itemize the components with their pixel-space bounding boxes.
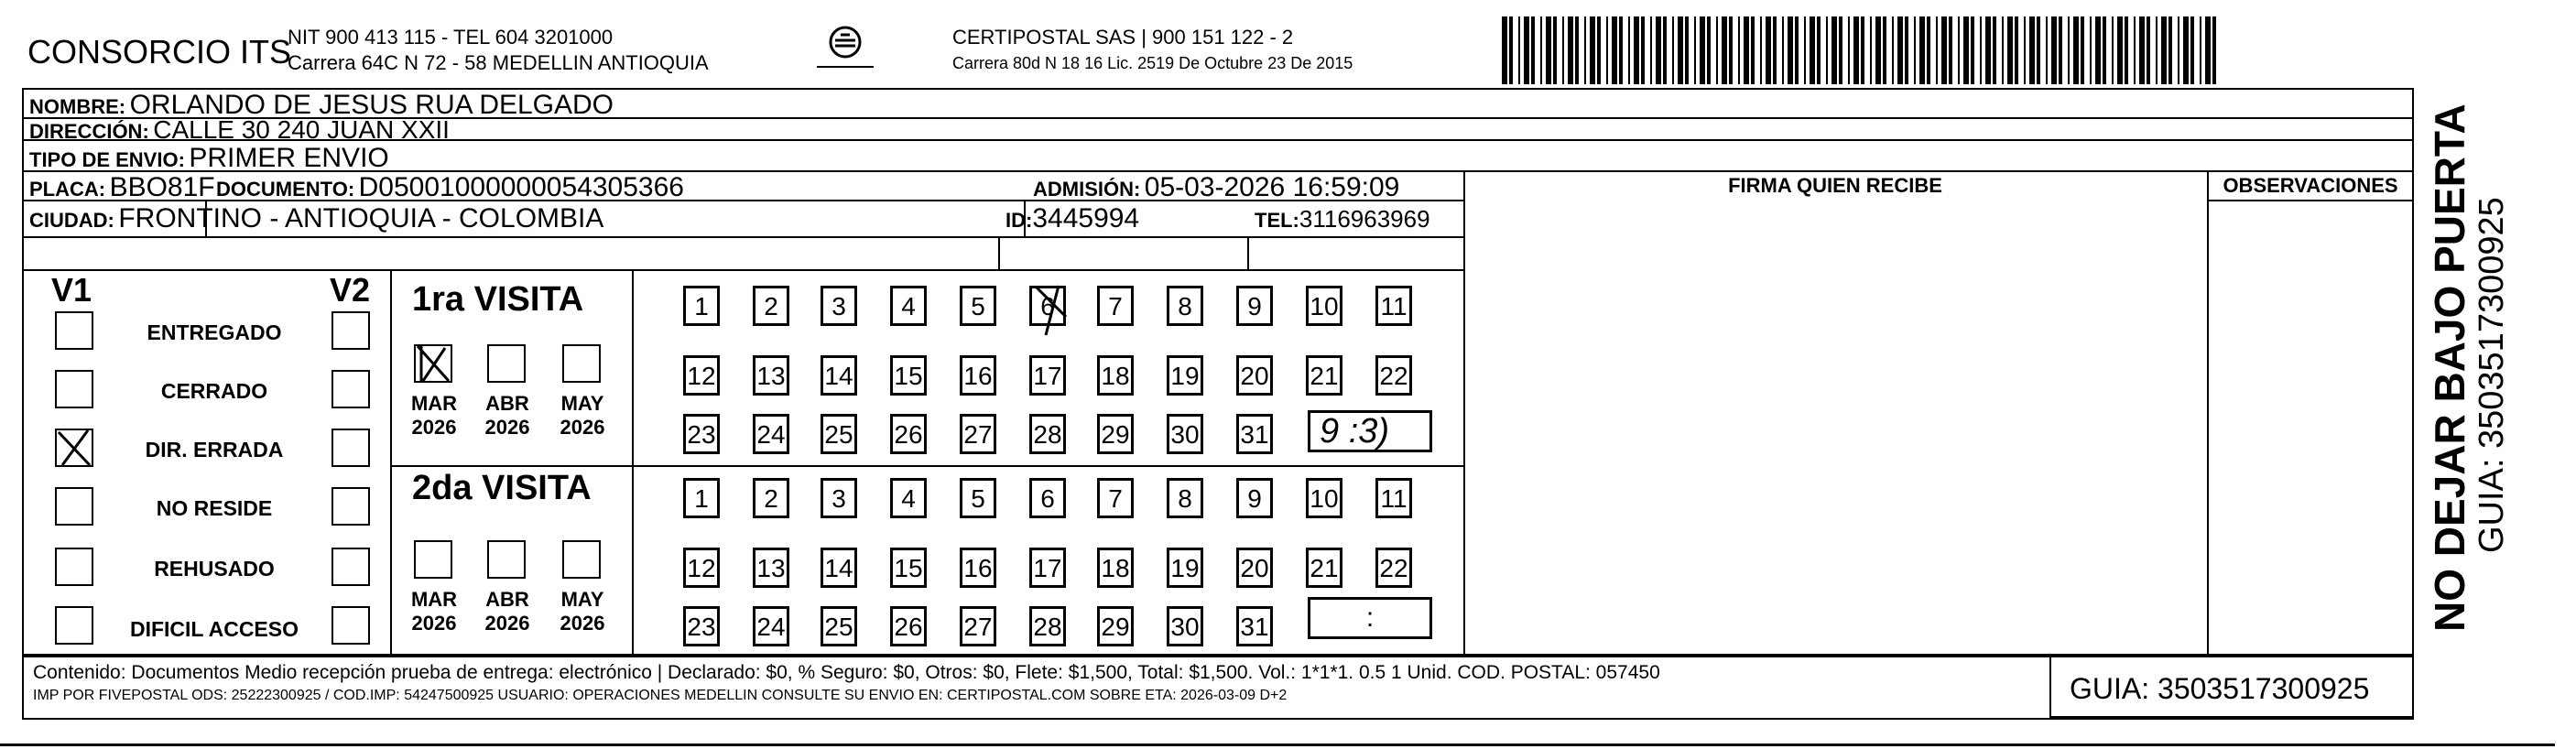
visit1-day-30[interactable]: 30	[1167, 414, 1203, 454]
visit2-month-mar: MAR 2026	[410, 588, 458, 635]
visit1-day-28[interactable]: 28	[1029, 414, 1066, 454]
company-nit: NIT 900 413 115 - TEL 604 3201000	[288, 26, 614, 49]
visit2-month-may-checkbox[interactable]	[562, 540, 601, 579]
admision-value: 05-03-2026 16:59:09	[1144, 172, 1400, 202]
v2-checkbox-entregado[interactable]	[332, 311, 370, 350]
visit1-day-19[interactable]: 19	[1167, 355, 1203, 396]
placa-label: PLACA:	[29, 178, 106, 201]
visit2-day-30[interactable]: 30	[1167, 606, 1203, 646]
ciudad-label: CIUDAD:	[29, 209, 114, 232]
visit1-day-23[interactable]: 23	[683, 414, 720, 454]
visit2-day-16[interactable]: 16	[960, 548, 996, 588]
certipostal-logo	[813, 24, 877, 77]
visit2-month-may: MAY 2026	[560, 588, 605, 635]
visit1-day-11[interactable]: 11	[1375, 286, 1412, 326]
tel-label: TEL:	[1255, 209, 1299, 232]
certipostal-name: CERTIPOSTAL SAS | 900 151 122 - 2	[952, 26, 1294, 49]
id-value: 3445994	[1032, 203, 1140, 233]
side-warning: NO DEJAR BAJO PUERTA	[2426, 103, 2473, 632]
visit2-day-22[interactable]: 22	[1375, 548, 1412, 588]
visit1-title: 1ra VISITA	[412, 280, 584, 319]
nombre-value: ORLANDO DE JESUS RUA DELGADO	[129, 90, 614, 120]
visit2-day-11[interactable]: 11	[1375, 478, 1412, 518]
company-address: Carrera 64C N 72 - 58 MEDELLIN ANTIOQUIA	[288, 51, 709, 74]
tipo-value: PRIMER ENVIO	[189, 143, 389, 173]
visit1-month-abr-checkbox[interactable]	[487, 344, 526, 383]
placa-value: BBO81F	[109, 172, 215, 202]
visit2-day-21[interactable]: 21	[1306, 548, 1342, 588]
documento-label: DOCUMENTO:	[216, 178, 355, 201]
v2-checkbox-dir-errada[interactable]	[332, 429, 370, 467]
visit1-month-mar: MAR 2026	[410, 392, 458, 439]
v2-checkbox-rehusado[interactable]	[332, 548, 370, 586]
visit2-day-9[interactable]: 9	[1236, 478, 1273, 518]
firma-label: FIRMA QUIEN RECIBE	[1728, 174, 1942, 197]
footer-content-line: Contenido: Documentos Medio recepción prueba de entrega: electrónico | Declarado: $0, % Seguro: $0, Otros: $0, Flete: $1,500, Total: $1,500. Vol.: 1*1*1. 0.5 1 Unid. COD. POSTAL: 057450	[33, 662, 1660, 683]
visit2-day-4[interactable]: 4	[890, 478, 927, 518]
visit1-month-abr: ABR 2026	[484, 392, 530, 439]
visit1-day-24[interactable]: 24	[753, 414, 789, 454]
visit1-day-20[interactable]: 20	[1236, 355, 1273, 396]
visit1-day-12[interactable]: 12	[683, 355, 720, 396]
visit2-day-19[interactable]: 19	[1167, 548, 1203, 588]
visit2-day-20[interactable]: 20	[1236, 548, 1273, 588]
day-6-handwritten-mark	[1027, 280, 1073, 339]
certipostal-address: Carrera 80d N 18 16 Lic. 2519 De Octubre 23 De 2015	[952, 54, 1353, 72]
visit2-day-3[interactable]: 3	[821, 478, 857, 518]
visit1-day-9[interactable]: 9	[1236, 286, 1273, 326]
admision-label: ADMISIÓN:	[1033, 178, 1141, 201]
id-label: ID:	[1005, 209, 1033, 232]
visit2-day-7[interactable]: 7	[1097, 478, 1134, 518]
nombre-label: NOMBRE:	[29, 95, 126, 118]
status-dificil-acceso: DIFICIL ACCESO	[129, 617, 299, 641]
footer-print-line: IMP POR FIVEPOSTAL ODS: 25222300925 / COD.IMP: 54247500925 USUARIO: OPERACIONES MEDELLIN CONSULTE SU ENVIO EN: CERTIPOSTAL.COM SOBRE ETA: 2026-03-09 D+2	[33, 688, 1288, 703]
visit2-day-1[interactable]: 1	[683, 478, 720, 518]
visit2-month-abr-checkbox[interactable]	[487, 540, 526, 579]
visit1-day-17[interactable]: 17	[1029, 355, 1066, 396]
visit2-month-abr: ABR 2026	[484, 588, 530, 635]
visit1-month-may: MAY 2026	[560, 392, 605, 439]
visit1-day-4[interactable]: 4	[890, 286, 927, 326]
v2-checkbox-dificil-acceso[interactable]	[332, 606, 370, 645]
v1-checkbox-dificil-acceso[interactable]	[55, 606, 93, 645]
direccion-value: CALLE 30 240 JUAN XXII	[153, 115, 450, 144]
tipo-label: TIPO DE ENVIO:	[29, 148, 185, 171]
visit1-day-25[interactable]: 25	[821, 414, 857, 454]
visit1-time-box[interactable]: 9 :3)	[1308, 410, 1432, 452]
visit1-day-18[interactable]: 18	[1097, 355, 1134, 396]
visit2-day-17[interactable]: 17	[1029, 548, 1066, 588]
barcode	[1502, 16, 2225, 84]
tel-value: 3116963969	[1299, 205, 1430, 233]
visit2-day-6[interactable]: 6	[1029, 478, 1066, 518]
visit1-day-6[interactable]: 6	[1029, 286, 1066, 326]
visit1-month-may-checkbox[interactable]	[562, 344, 601, 383]
v1-checkbox-cerrado[interactable]	[55, 370, 93, 408]
visit2-day-13[interactable]: 13	[753, 548, 789, 588]
visit2-day-25[interactable]: 25	[821, 606, 857, 646]
visit1-day-1[interactable]: 1	[683, 286, 720, 326]
footer-guia: GUIA: 3503517300925	[2070, 672, 2370, 705]
visit2-day-12[interactable]: 12	[683, 548, 720, 588]
visit2-day-31[interactable]: 31	[1236, 606, 1273, 646]
visit1-day-31[interactable]: 31	[1236, 414, 1273, 454]
visit1-day-16[interactable]: 16	[960, 355, 996, 396]
visit1-day-21[interactable]: 21	[1306, 355, 1342, 396]
company-name: CONSORCIO ITS	[27, 33, 292, 71]
v1-header: V1	[51, 271, 92, 309]
visit2-day-18[interactable]: 18	[1097, 548, 1134, 588]
visit2-day-14[interactable]: 14	[821, 548, 857, 588]
visit2-day-28[interactable]: 28	[1029, 606, 1066, 646]
side-guia: GUIA: 3503517300925	[2473, 197, 2511, 553]
visit1-day-29[interactable]: 29	[1097, 414, 1134, 454]
status-entregado: ENTREGADO	[147, 320, 282, 344]
visit1-day-13[interactable]: 13	[753, 355, 789, 396]
visit1-day-7[interactable]: 7	[1097, 286, 1134, 326]
visit2-title: 2da VISITA	[412, 469, 592, 507]
status-cerrado: CERRADO	[160, 379, 268, 403]
visit2-day-24[interactable]: 24	[753, 606, 789, 646]
visit2-day-10[interactable]: 10	[1306, 478, 1342, 518]
visit2-day-23[interactable]: 23	[683, 606, 720, 646]
visit1-day-27[interactable]: 27	[960, 414, 996, 454]
visit2-day-15[interactable]: 15	[890, 548, 927, 588]
visit2-day-26[interactable]: 26	[890, 606, 927, 646]
visit1-day-14[interactable]: 14	[821, 355, 857, 396]
visit2-month-mar-checkbox[interactable]	[414, 540, 452, 579]
v1-checkbox-rehusado[interactable]	[55, 548, 93, 586]
visit2-day-29[interactable]: 29	[1097, 606, 1134, 646]
visit1-day-10[interactable]: 10	[1306, 286, 1342, 326]
visit1-day-3[interactable]: 3	[821, 286, 857, 326]
status-no-reside: NO RESIDE	[156, 496, 273, 520]
visit2-day-2[interactable]: 2	[753, 478, 789, 518]
status-dir-errada: DIR. ERRADA	[145, 438, 284, 461]
visit1-month-mar-checkbox[interactable]	[414, 344, 452, 383]
status-rehusado: REHUSADO	[154, 557, 275, 581]
documento-value: D05001000000054305366	[358, 172, 684, 202]
visit1-day-5[interactable]: 5	[960, 286, 996, 326]
visit2-day-8[interactable]: 8	[1167, 478, 1203, 518]
v2-checkbox-no-reside[interactable]	[332, 487, 370, 526]
ciudad-value: FRONTINO - ANTIOQUIA - COLOMBIA	[118, 203, 604, 233]
v1-checkbox-dir-errada[interactable]	[55, 429, 93, 467]
visit2-time-box[interactable]: :	[1308, 597, 1432, 639]
observaciones-label: OBSERVACIONES	[2223, 174, 2398, 197]
v1-checkbox-entregado[interactable]	[55, 311, 93, 350]
visit2-day-27[interactable]: 27	[960, 606, 996, 646]
visit1-day-26[interactable]: 26	[890, 414, 927, 454]
visit1-day-2[interactable]: 2	[753, 286, 789, 326]
visit1-day-15[interactable]: 15	[890, 355, 927, 396]
v2-header: V2	[330, 271, 371, 309]
visit1-day-8[interactable]: 8	[1167, 286, 1203, 326]
visit1-day-22[interactable]: 22	[1375, 355, 1412, 396]
direccion-label: DIRECCIÓN:	[29, 120, 149, 143]
visit2-day-5[interactable]: 5	[960, 478, 996, 518]
v2-checkbox-cerrado[interactable]	[332, 370, 370, 408]
v1-checkbox-no-reside[interactable]	[55, 487, 93, 526]
